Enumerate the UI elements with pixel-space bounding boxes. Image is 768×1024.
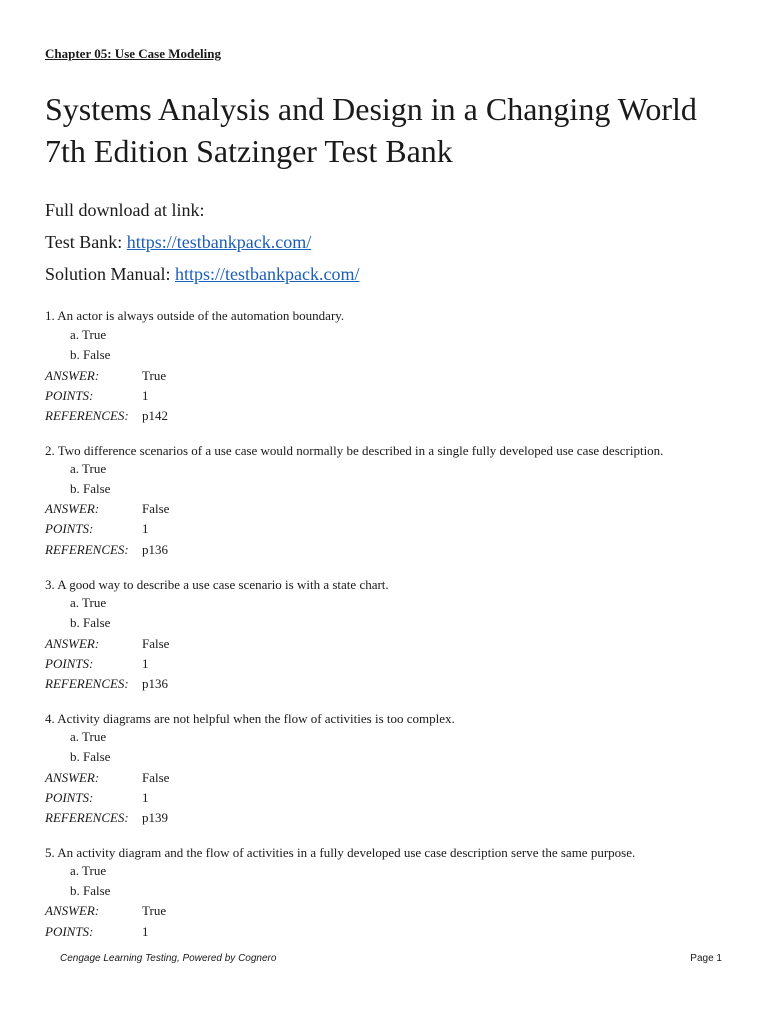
solution-manual-link[interactable]: https://testbankpack.com/ [175,264,360,284]
points-label: POINTS: [45,924,94,939]
answer-value: False [142,770,170,785]
test-bank-line [45,231,311,253]
question-text: 1. An actor is always outside of the automation boundary. [45,308,345,323]
answer-value: False [142,501,170,516]
choice-b: b. False [70,883,111,898]
choice-b: b. False [70,347,111,362]
choice-a: a. True [70,327,107,342]
points-value: 1 [142,521,149,536]
answer-label: ANSWER: [45,770,100,785]
answer-label: ANSWER: [45,903,100,918]
answer-label: ANSWER: [45,501,100,516]
answer-value: True [142,903,167,918]
choice-b: b. False [70,749,111,764]
points-label: POINTS: [45,790,94,805]
solution-manual-line [45,263,359,285]
points-label: POINTS: [45,656,94,671]
answer-label: ANSWER: [45,368,100,383]
references-value: p142 [142,408,168,423]
references-label: REFERENCES: [45,542,129,557]
points-value: 1 [142,790,149,805]
choice-a: a. True [70,595,107,610]
document-title: Systems Analysis and Design in a Changing World 7th Edition Satzinger Test Bank [45,91,697,169]
page-number: Page 1 [690,953,722,964]
question-text: 3. A good way to describe a use case scenario is with a state chart. [45,577,389,592]
references-value: p136 [142,676,168,691]
choice-a: a. True [70,461,107,476]
references-label: REFERENCES: [45,408,129,423]
references-value: p139 [142,810,168,825]
question-text: 4. Activity diagrams are not helpful when the flow of activities is too complex. [45,711,455,726]
references-value: p136 [142,542,168,557]
test-bank-link[interactable]: https://testbankpack.com/ [126,232,312,252]
chapter-heading: Chapter 05: Use Case Modeling [45,46,221,61]
answer-value: False [142,636,170,651]
choice-a: a. True [70,729,107,744]
download-intro: Full download at link: [45,200,205,220]
question-text: 5. An activity diagram and the flow of activities in a fully developed use case description serve the same purpose. [45,845,636,860]
question-text: 2. Two difference scenarios of a use case would normally be described in a single fully developed use case description. [45,443,664,458]
solution-manual-label: Solution Manual: [45,264,175,284]
footer-credit: Cengage Learning Testing, Powered by Cognero [60,953,277,964]
answer-value: True [142,368,167,383]
points-label: POINTS: [45,388,94,403]
points-value: 1 [142,656,149,671]
references-label: REFERENCES: [45,676,129,691]
points-value: 1 [142,388,149,403]
choice-a: a. True [70,863,107,878]
choice-b: b. False [70,481,111,496]
points-label: POINTS: [45,521,94,536]
choice-b: b. False [70,615,111,630]
points-value: 1 [142,924,149,939]
test-bank-label: Test Bank: [45,232,127,252]
answer-label: ANSWER: [45,636,100,651]
references-label: REFERENCES: [45,810,129,825]
